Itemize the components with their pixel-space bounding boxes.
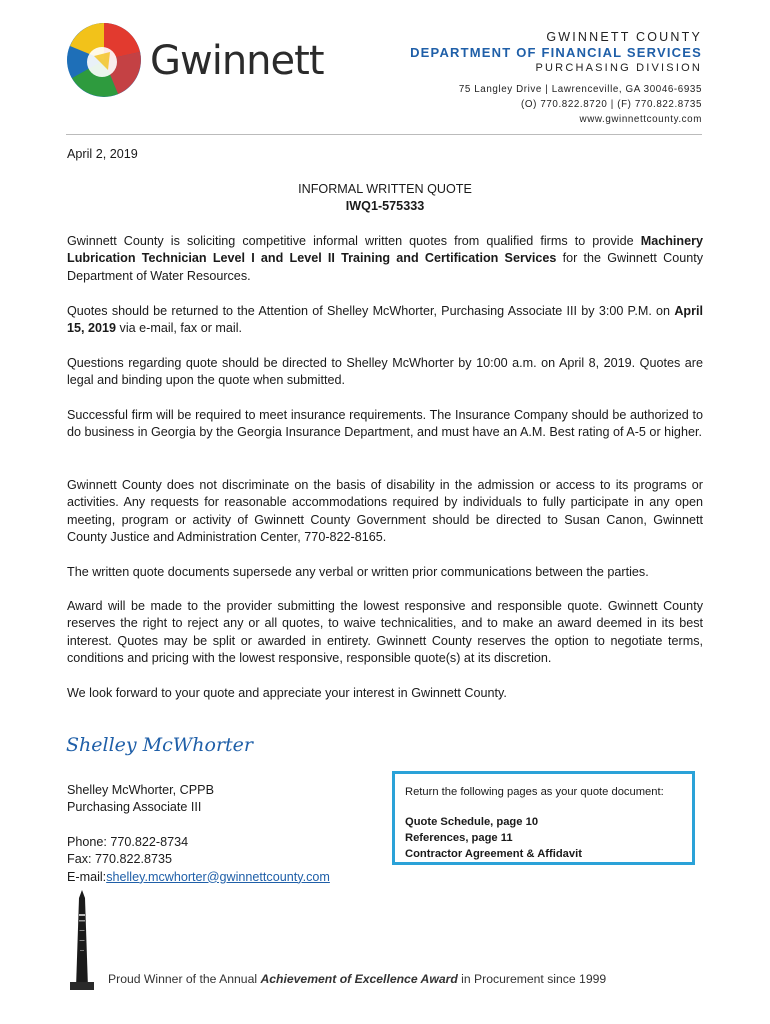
street-address: 75 Langley Drive | Lawrenceville, GA 30046-6935 [458,84,702,95]
return-pages-box [392,771,695,865]
paragraph-questions: Questions regarding quote should be directed to Shelley McWhorter by 10:00 a.m. on April 8, 2019. Quotes are legal and binding upon the quote when submitted. [67,356,703,388]
award-trophy-icon [66,890,98,990]
contact-role: Purchasing Associate III [67,800,202,815]
intro-text: Gwinnett County is soliciting competitive informal written quotes from qualified firms to provide [67,234,641,248]
footer-award-text [108,972,606,986]
footer-text-end: in Procurement since 1999 [457,972,607,986]
return-box-heading: Return the following pages as your quote document: [405,786,664,798]
division-name: PURCHASING DIVISION [535,62,702,74]
paragraph-closing: We look forward to your quote and appreciate your interest in Gwinnett County. [67,686,507,700]
deadline-text: Quotes should be returned to the Attention of Shelley McWhorter, Purchasing Associate III by 3:00 P.M. on [67,304,675,318]
paragraph-award: Award will be made to the provider submitting the lowest responsive and responsible quote. Gwinnett County reserves the right to reject any or all quotes, to waive technicalities, and to make an award deemed in its best interest. Quotes may be split or awarded in entirety. Gwinnett County reserves the option to negotiate terms, conditions and pricing with the lowest responsive, responsible quote(s) at its discretion. [67,599,703,666]
paragraph-intro [67,233,703,285]
county-name: GWINNETT COUNTY [546,30,702,44]
return-item: Contractor Agreement & Affidavit [405,848,582,860]
gwinnett-logo-icon [66,22,142,98]
deadline-text-end: via e-mail, fax or mail. [116,321,242,336]
return-item: References, page 11 [405,832,513,844]
email-label: E-mail: [67,869,107,884]
quote-number: IWQ1-575333 [345,199,425,213]
award-name: Achievement of Excellence Award [260,972,458,986]
department-name: DEPARTMENT OF FINANCIAL SERVICES [410,45,702,60]
website: www.gwinnettcounty.com [579,114,702,125]
header-divider [66,134,702,135]
contact-fax: Fax: 770.822.8735 [67,852,173,867]
deadline-date: April 15, 2019 [67,304,703,336]
footer-text: Proud Winner of the Annual [108,972,261,986]
return-item: Quote Schedule, page 10 [405,816,539,828]
contact-phone: Phone: 770.822-8734 [67,834,189,849]
intro-text-end: for the Gwinnett County Department of Water Resources. [67,251,703,283]
paragraph-nondiscrimination: Gwinnett County does not discriminate on the basis of disability in the admission or access to its programs or activities. Any requests for reasonable accommodations required by individuals to fully participate in any open meeting, program or activity of Gwinnett County Government should be directed to Susan Canon, Gwinnett County Justice and Administration Center, 770-822-8165. [67,478,703,545]
email-link[interactable]: shelley.mcwhorter@gwinnettcounty.com [106,869,330,884]
phone-fax: (O) 770.822.8720 | (F) 770.822.8735 [521,99,702,110]
contact-name: Shelley McWhorter, CPPB [67,783,214,797]
letter-date: April 2, 2019 [67,147,138,161]
contact-block [67,782,330,886]
return-items-list [405,814,682,862]
logo-wordmark: Gwinnett [150,38,324,84]
department-header [410,30,702,127]
document-title: INFORMAL WRITTEN QUOTE [298,182,472,196]
service-name: Machinery Lubrication Technician Level I and Level II Training and Certification Services [67,234,703,266]
paragraph-deadline [67,303,703,338]
paragraph-insurance: Successful firm will be required to meet insurance requirements. The Insurance Company should be authorized to do business in Georgia by the Georgia Insurance Department, and must have an A.M. Best rating of A-5 or higher. [67,408,703,440]
paragraph-supersede: The written quote documents supersede any verbal or written prior communications between the parties. [67,565,649,579]
handwritten-signature: Shelley McWhorter [66,734,254,756]
header-address-block [410,82,702,127]
contact-email-row [67,869,330,886]
